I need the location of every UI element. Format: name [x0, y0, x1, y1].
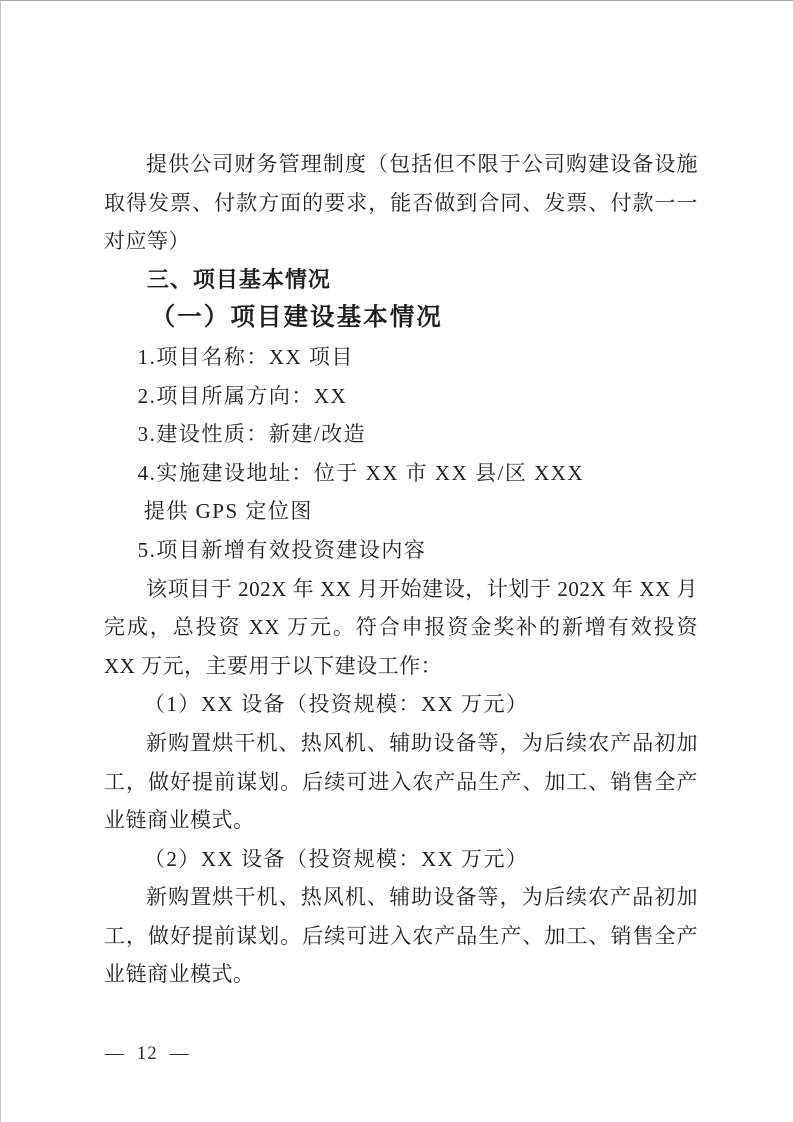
list-item-project-direction: 2.项目所属方向：XX: [137, 383, 348, 408]
section-heading: 三、项目基本情况: [146, 266, 331, 292]
investment-paragraph: 该项目于 202X 年 XX 月开始建设，计划于 202X 年 XX 月完成，总投资 XX 万元。符合申报资金奖补的新增有效投资 XX 万元，主要用于以下建设工作：: [104, 576, 698, 678]
list-item-gps-map: 提供 GPS 定位图: [143, 499, 313, 524]
intro-paragraph: 提供公司财务管理制度（包括但不限于公司购建设备设施取得发票、付款方面的要求，能否做到合同、发票、付款一一对应等）: [104, 152, 698, 254]
work-item-1-heading: （1）XX 设备（投资规模：XX 万元）: [143, 692, 529, 717]
list-item-project-name: 1.项目名称：XX 项目: [137, 344, 354, 369]
list-item-construction-nature: 3.建设性质：新建/改造: [137, 422, 367, 447]
work-item-1-body: 新购置烘干机、热风机、辅助设备等，为后续农产品初加工，做好提前谋划。后续可进入农产品生产、加工、销售全产业链商业模式。: [104, 730, 698, 833]
list-item-construction-address: 4.实施建设地址：位于 XX 市 XX 县/区 XXX: [137, 460, 585, 485]
subsection-heading: （一）项目建设基本情况: [150, 304, 443, 332]
list-item-new-investment-content: 5.项目新增有效投资建设内容: [137, 537, 427, 562]
work-item-2-heading: （2）XX 设备（投资规模：XX 万元）: [143, 846, 529, 871]
work-item-2-body: 新购置烘干机、热风机、辅助设备等，为后续农产品初加工，做好提前谋划。后续可进入农产品生产、加工、销售全产业链商业模式。: [104, 885, 698, 987]
page-number: — 12 —: [105, 1043, 190, 1064]
document-content: [104, 145, 698, 994]
